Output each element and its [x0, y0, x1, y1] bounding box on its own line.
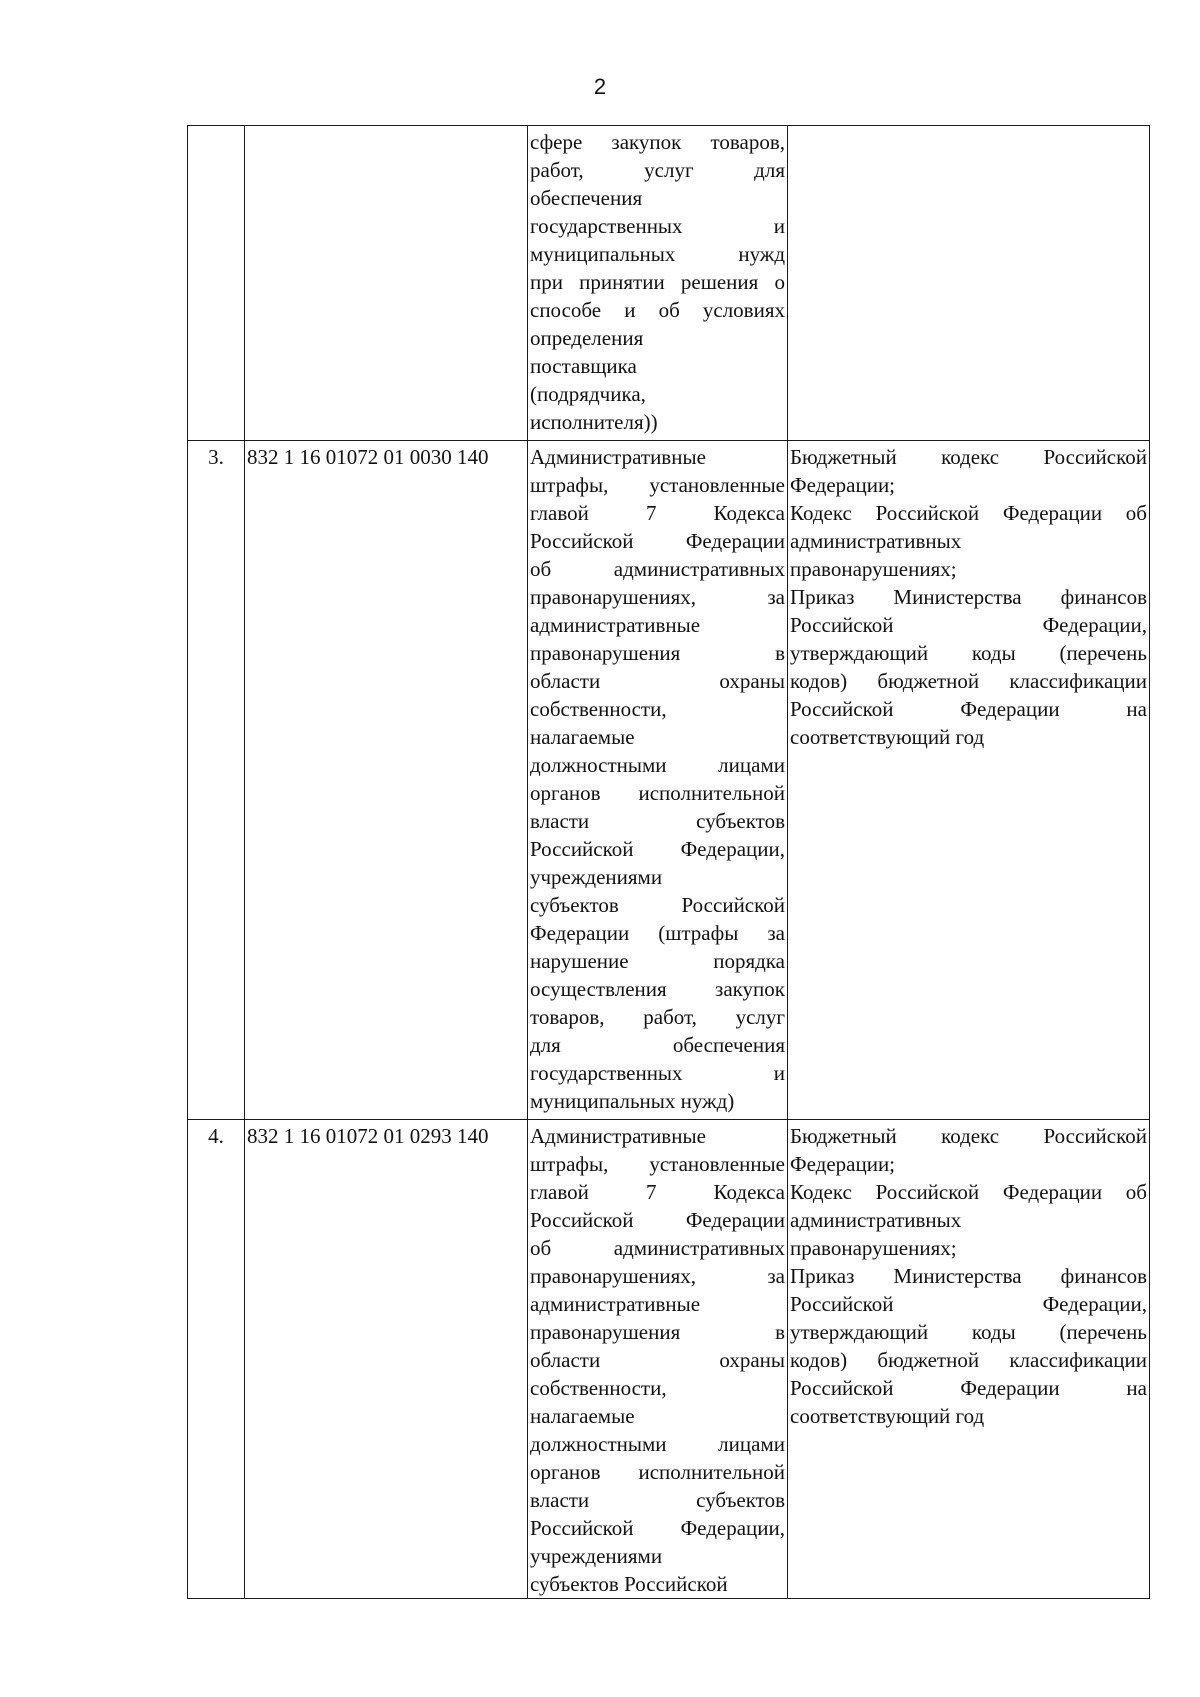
- text-line: Федерации;: [790, 473, 896, 497]
- text-line: должностными лицами: [530, 1432, 785, 1456]
- row-number: [188, 126, 245, 441]
- table-row-continued: [188, 126, 1150, 441]
- budget-code: 832 1 16 01072 01 0030 140: [245, 441, 528, 1120]
- page-number: 2: [593, 74, 607, 99]
- text-line: сфере закупок товаров,: [530, 130, 785, 154]
- budget-code: 832 1 16 01072 01 0293 140: [245, 1120, 528, 1599]
- text-line: области охраны: [530, 1348, 785, 1372]
- text-line: Российской Федерации,: [790, 613, 1147, 637]
- text-line: административных: [790, 1208, 962, 1232]
- text-line: правонарушения в: [530, 641, 785, 665]
- text-line: административные: [530, 613, 701, 637]
- text-line: правонарушения в: [530, 1320, 785, 1344]
- text-line: Российской Федерации,: [790, 1292, 1147, 1316]
- text-line: Российской Федерации на: [790, 697, 1147, 721]
- text-line: осуществления закупок: [530, 977, 785, 1001]
- text-line: нарушение порядка: [530, 949, 785, 973]
- text-line: Административные: [530, 445, 706, 469]
- text-line: кодов) бюджетной классификации: [790, 669, 1147, 693]
- text-line: муниципальных нужд: [530, 242, 785, 266]
- text-line: обеспечения: [530, 186, 643, 210]
- text-line: главой 7 Кодекса: [530, 501, 785, 525]
- text-line: налагаемые: [530, 1404, 635, 1428]
- text-line: правонарушениях, за: [530, 585, 785, 609]
- text-line: субъектов Российской: [530, 893, 785, 917]
- legal-basis: [788, 126, 1150, 441]
- budget-code: [245, 126, 528, 441]
- text-line: Российской Федерации: [530, 1208, 785, 1232]
- text-line: утверждающий коды (перечень: [790, 641, 1147, 665]
- revenue-name: [528, 441, 788, 1120]
- text-line: утверждающий коды (перечень: [790, 1320, 1147, 1344]
- text-line: товаров, работ, услуг: [530, 1005, 785, 1029]
- text-line: Приказ Министерства финансов: [790, 585, 1147, 609]
- text-line: Приказ Министерства финансов: [790, 1264, 1147, 1288]
- text-line: исполнителя)): [530, 410, 658, 434]
- text-line: поставщика: [530, 354, 637, 378]
- text-line: работ, услуг для: [530, 158, 785, 182]
- text-line: Административные: [530, 1124, 706, 1148]
- text-line: Российской Федерации на: [790, 1376, 1147, 1400]
- text-line: собственности,: [530, 1376, 667, 1400]
- revenue-name: [528, 1120, 788, 1599]
- text-line: субъектов Российской: [530, 1572, 728, 1596]
- text-line: Федерации;: [790, 1152, 896, 1176]
- text-line: правонарушениях;: [790, 1236, 957, 1260]
- text-line: правонарушениях;: [790, 557, 957, 581]
- text-line: государственных и: [530, 214, 785, 238]
- legal-basis: [788, 441, 1150, 1120]
- text-line: соответствующий год: [790, 725, 985, 749]
- revenue-codes-table: [187, 125, 1150, 1599]
- text-line: Российской Федерации: [530, 529, 785, 553]
- text-line: власти субъектов: [530, 809, 785, 833]
- text-line: муниципальных нужд): [530, 1089, 735, 1113]
- revenue-name: [528, 126, 788, 441]
- text-line: власти субъектов: [530, 1488, 785, 1512]
- text-line: Бюджетный кодекс Российской: [790, 445, 1147, 469]
- text-line: учреждениями: [530, 865, 663, 889]
- text-line: для обеспечения: [530, 1033, 785, 1057]
- text-line: учреждениями: [530, 1544, 663, 1568]
- text-line: должностными лицами: [530, 753, 785, 777]
- row-number: 3.: [188, 441, 245, 1120]
- text-line: Кодекс Российской Федерации об: [790, 501, 1147, 525]
- text-line: определения: [530, 326, 644, 350]
- text-line: при принятии решения о: [530, 270, 785, 294]
- text-line: способе и об условиях: [530, 298, 785, 322]
- text-line: государственных и: [530, 1061, 785, 1085]
- text-line: органов исполнительной: [530, 781, 785, 805]
- text-line: Российской Федерации,: [530, 1516, 785, 1540]
- text-line: Кодекс Российской Федерации об: [790, 1180, 1147, 1204]
- legal-basis: [788, 1120, 1150, 1599]
- text-line: Российской Федерации,: [530, 837, 785, 861]
- text-line: штрафы, установленные: [530, 1152, 785, 1176]
- text-line: собственности,: [530, 697, 667, 721]
- text-line: административные: [530, 1292, 701, 1316]
- text-line: органов исполнительной: [530, 1460, 785, 1484]
- text-line: административных: [790, 529, 962, 553]
- text-line: Бюджетный кодекс Российской: [790, 1124, 1147, 1148]
- row-number: 4.: [188, 1120, 245, 1599]
- text-line: правонарушениях, за: [530, 1264, 785, 1288]
- table-row: [188, 441, 1150, 1120]
- text-line: главой 7 Кодекса: [530, 1180, 785, 1204]
- text-line: (подрядчика,: [530, 382, 646, 406]
- text-line: кодов) бюджетной классификации: [790, 1348, 1147, 1372]
- text-line: Федерации (штрафы за: [530, 921, 785, 945]
- text-line: соответствующий год: [790, 1404, 985, 1428]
- text-line: области охраны: [530, 669, 785, 693]
- text-line: налагаемые: [530, 725, 635, 749]
- text-line: штрафы, установленные: [530, 473, 785, 497]
- text-line: об административных: [530, 557, 785, 581]
- text-line: об административных: [530, 1236, 785, 1260]
- table-row: [188, 1120, 1150, 1599]
